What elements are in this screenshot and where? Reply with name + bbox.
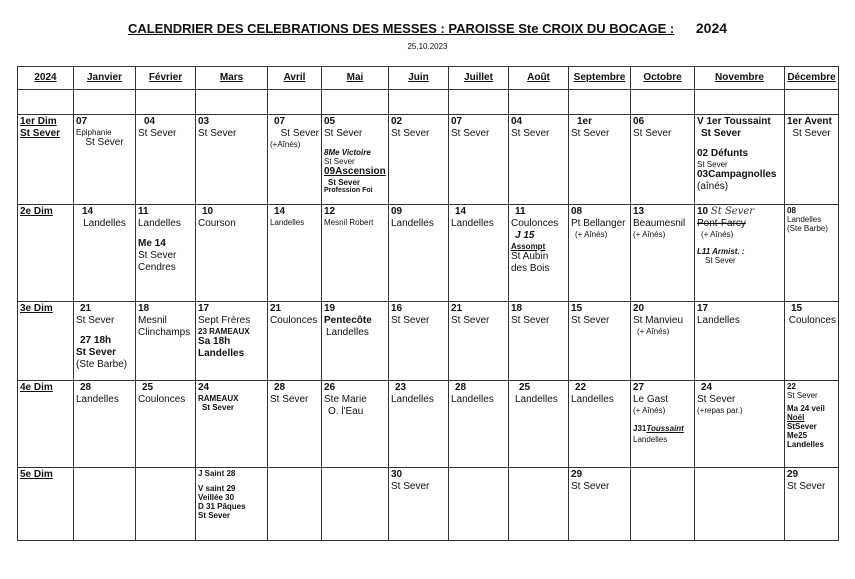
cell-mai <box>322 302 389 381</box>
cell-octobre <box>631 468 695 541</box>
cell-text: (+ Aînés) <box>633 230 666 239</box>
cell-text: L11 Armist. : <box>697 247 745 256</box>
cell-text: V saint 29 <box>198 484 236 493</box>
cell-decembre <box>785 115 839 205</box>
cell-mars <box>196 381 268 468</box>
cell-text: Sept Frères <box>198 315 251 326</box>
cell-text: St Sever <box>85 137 124 148</box>
cell-text: 1er Avent <box>787 116 832 127</box>
cell-juillet <box>449 205 509 302</box>
cell-text: 28 <box>80 382 92 393</box>
row-label <box>18 468 74 541</box>
cell-text: St Sever <box>198 511 231 520</box>
cell-avril <box>268 205 322 302</box>
cell-text: Landelles <box>787 215 822 224</box>
cell-mars <box>196 115 268 205</box>
cell-decembre <box>785 381 839 468</box>
cell-juin <box>389 381 449 468</box>
col-header: Octobre <box>631 67 695 90</box>
cell-octobre <box>631 381 695 468</box>
cell-decembre <box>785 205 839 302</box>
cell-novembre <box>695 205 785 302</box>
cell-text: Landelles <box>451 218 494 229</box>
cell-text: St Sever <box>391 315 430 326</box>
cell-text: St Sever <box>571 315 610 326</box>
cell-text: 21 <box>80 303 92 314</box>
cell-text: 4e Dim <box>20 382 53 393</box>
cell-text: 22 <box>787 382 796 391</box>
cell-text: Cendres <box>138 262 176 273</box>
cell-text: Landelles <box>270 218 305 227</box>
cell-text: Ste Marie <box>324 394 367 405</box>
cell-text: 1er Dim <box>20 116 57 127</box>
cell-text: 2e Dim <box>20 206 53 217</box>
table-row <box>18 115 839 205</box>
cell-text: St Sever <box>202 403 235 412</box>
cell-aout <box>509 381 569 468</box>
cell-text: (Ste Barbe) <box>787 224 828 233</box>
cell-text: StSever <box>787 422 817 431</box>
cell-text: St Sever <box>697 394 736 405</box>
col-header: Février <box>136 67 196 90</box>
cell-text: Coulonces <box>270 315 318 326</box>
cell-text: Courson <box>198 218 236 229</box>
cell-text: Mesnil <box>138 315 167 326</box>
cell-fevrier <box>136 115 196 205</box>
cell-septembre <box>569 115 631 205</box>
cell-text: 08 <box>571 206 583 217</box>
cell-text: Landelles <box>633 435 668 444</box>
cell-text: 04 <box>511 116 523 127</box>
cell-text: 03 <box>198 116 210 127</box>
mass-calendar-table <box>17 66 839 541</box>
cell-text: St Sever <box>391 481 430 492</box>
cell-avril <box>268 468 322 541</box>
cell-text: Coulonces <box>138 394 186 405</box>
cell-text: 15 <box>571 303 583 314</box>
cell-novembre <box>695 468 785 541</box>
cell-text: St Sever <box>391 128 430 139</box>
cell-text: St Sever <box>138 250 177 261</box>
cell-text: Beaumesnil <box>633 218 686 229</box>
cell-text: 29 <box>571 469 583 480</box>
col-header: Décembre <box>785 67 839 90</box>
cell-text: 10 <box>697 206 709 217</box>
cell-text: Ma 24 veil <box>787 404 825 413</box>
col-header: Septembre <box>569 67 631 90</box>
col-header: Août <box>509 67 569 90</box>
cell-text: 27 18h <box>80 335 112 346</box>
cell-text: Noël <box>787 413 805 422</box>
cell-fevrier <box>136 468 196 541</box>
cell-text: St Sever <box>198 128 237 139</box>
cell-mai <box>322 381 389 468</box>
cell-text: Sa 18h <box>198 336 231 347</box>
cell-text: St Sever <box>511 128 550 139</box>
col-header: Mai <box>322 67 389 90</box>
cell-text: 23 RAMEAUX <box>198 327 250 336</box>
cell-aout <box>509 115 569 205</box>
cell-text: 17 <box>697 303 709 314</box>
cell-mars <box>196 468 268 541</box>
cell-text: St Sever <box>571 128 610 139</box>
cell-text: J31 <box>633 424 647 433</box>
table-row <box>18 468 839 541</box>
cell-juillet <box>449 381 509 468</box>
cell-septembre <box>569 468 631 541</box>
cell-text: V 1er Toussaint <box>697 116 771 127</box>
cell-text: Me 14 <box>138 238 166 249</box>
cell-text: Pt Bellanger <box>571 218 626 229</box>
cell-text: St Manvieu <box>633 315 684 326</box>
cell-text: 13 <box>633 206 645 217</box>
cell-text: (+repas par.) <box>697 406 743 415</box>
cell-text: St Sever <box>138 128 177 139</box>
cell-text: 06 <box>633 116 645 127</box>
cell-text: 07 <box>76 116 88 127</box>
cell-text: 02 <box>391 116 403 127</box>
cell-text: St Sever <box>787 481 826 492</box>
cell-text: 30 <box>391 469 403 480</box>
cell-text: D 31 Pâques <box>198 502 246 511</box>
cell-text: J 15 <box>515 230 535 241</box>
cell-text: Toussaint <box>646 424 684 433</box>
title-text: CALENDRIER DES CELEBRATIONS DES MESSES : PAROISSE Ste CROIX DU BOCAGE : <box>127 21 675 36</box>
row-label <box>18 115 74 205</box>
cell-text: 19 <box>324 303 336 314</box>
cell-janvier <box>74 468 136 541</box>
cell-mars <box>196 302 268 381</box>
cell-septembre <box>569 302 631 381</box>
cell-text: 27 <box>633 382 645 393</box>
cell-text: St Aubin <box>511 251 549 262</box>
cell-decembre <box>785 468 839 541</box>
cell-text: St Sever <box>76 347 117 358</box>
cell-juin <box>389 115 449 205</box>
cell-text: 28 <box>455 382 467 393</box>
col-header: Juin <box>389 67 449 90</box>
cell-text: (+ Aînés) <box>701 230 734 239</box>
cell-juin <box>389 205 449 302</box>
cell-text: 16 <box>391 303 403 314</box>
cell-septembre <box>569 381 631 468</box>
cell-text: 07 <box>451 116 463 127</box>
row-label <box>18 302 74 381</box>
cell-text: Me25 <box>787 431 808 440</box>
cell-novembre <box>695 302 785 381</box>
cell-text: Coulonces <box>511 218 559 229</box>
cell-text: 05 <box>324 116 336 127</box>
cell-text: 25 <box>142 382 154 393</box>
cell-text: Epiphanie <box>76 128 112 137</box>
cell-text: 5e Dim <box>20 469 53 480</box>
cell-janvier <box>74 381 136 468</box>
table-row <box>18 205 839 302</box>
col-header: Janvier <box>74 67 136 90</box>
cell-text: 18 <box>138 303 150 314</box>
cell-text: St Sever <box>697 160 728 169</box>
cell-text: St Sever <box>511 315 550 326</box>
cell-fevrier <box>136 205 196 302</box>
cell-septembre <box>569 205 631 302</box>
cell-text: 09Ascension <box>324 166 386 177</box>
cell-text: (aînés) <box>697 181 729 192</box>
col-header: Avril <box>268 67 322 90</box>
cell-juillet <box>449 468 509 541</box>
cell-text: Pentecôte <box>324 315 372 326</box>
cell-text: Landelles <box>138 218 181 229</box>
cell-aout <box>509 302 569 381</box>
cell-text: Landelles <box>391 394 434 405</box>
cell-aout <box>509 468 569 541</box>
col-header: 2024 <box>18 67 74 90</box>
cell-text: 22 <box>575 382 587 393</box>
cell-text: 15 <box>791 303 803 314</box>
cell-mai <box>322 205 389 302</box>
row-label <box>18 205 74 302</box>
cell-avril <box>268 302 322 381</box>
cell-text: Clinchamps <box>138 327 191 338</box>
cell-text: (+ Aînés) <box>633 406 666 415</box>
cell-janvier <box>74 205 136 302</box>
cell-text: 09 <box>391 206 403 217</box>
cell-text: St Sever <box>451 315 490 326</box>
cell-text: St Sever <box>280 128 319 139</box>
cell-text: Landelles <box>571 394 614 405</box>
cell-text: St Sever <box>701 128 742 139</box>
cell-text: 14 <box>82 206 94 217</box>
cell-text: 8Me Victoire <box>324 148 371 157</box>
cell-text: 28 <box>274 382 286 393</box>
cell-text: St Sever <box>324 128 363 139</box>
spacer-row <box>18 90 839 115</box>
cell-text: 12 <box>324 206 336 217</box>
title-year: 2024 <box>695 20 728 36</box>
cell-text: St Sever <box>633 128 672 139</box>
cell-text: 03Campagnolles <box>697 169 777 180</box>
cell-text: (Ste Barbe) <box>76 359 128 370</box>
cell-text: Landelles <box>515 394 558 405</box>
cell-text: St Sever <box>451 128 490 139</box>
cell-text: St Sever <box>787 391 818 400</box>
cell-text: 10 <box>202 206 214 217</box>
cell-text: St Sever <box>270 394 309 405</box>
cell-text: 18 <box>511 303 523 314</box>
cell-text: St Sever <box>571 481 610 492</box>
cell-text: 24 <box>198 382 210 393</box>
col-header: Juillet <box>449 67 509 90</box>
cell-text: (+Aînés) <box>270 140 301 149</box>
cell-aout <box>509 205 569 302</box>
cell-text: St Sever <box>76 315 115 326</box>
cell-text: des Bois <box>511 263 550 274</box>
cell-text: 24 <box>701 382 713 393</box>
row-label <box>18 381 74 468</box>
cell-mai <box>322 468 389 541</box>
cell-text: O. l'Eau <box>328 406 364 417</box>
cell-octobre <box>631 302 695 381</box>
cell-juin <box>389 302 449 381</box>
cell-text: 1er <box>577 116 593 127</box>
cell-text: Landelles <box>451 394 494 405</box>
cell-avril <box>268 115 322 205</box>
cell-text: St Sever <box>20 128 61 139</box>
cell-text: Landelles <box>83 218 126 229</box>
cell-text: Landelles <box>697 315 740 326</box>
table-row <box>18 381 839 468</box>
cell-text: 17 <box>198 303 210 314</box>
cell-text: 21 <box>270 303 282 314</box>
cell-text: Landelles <box>787 440 824 449</box>
cell-text: Landelles <box>391 218 434 229</box>
cell-janvier <box>74 115 136 205</box>
cell-text: 25 <box>519 382 531 393</box>
handwritten-correction: St Sever <box>710 206 755 217</box>
cell-text: Landelles <box>326 327 369 338</box>
cell-text: St Sever <box>328 178 361 187</box>
cell-text: St Sever <box>792 128 831 139</box>
cell-text: (+ Aînés) <box>637 327 670 336</box>
col-header: Novembre <box>695 67 785 90</box>
cell-text: 3e Dim <box>20 303 53 314</box>
cell-text: 02 Défunts <box>697 148 749 159</box>
document-date: 25.10.2023 <box>407 42 448 51</box>
cell-juillet <box>449 302 509 381</box>
cell-text: Profession Foi <box>324 187 373 194</box>
cell-juin <box>389 468 449 541</box>
cell-text: 11 <box>515 206 526 217</box>
cell-novembre <box>695 381 785 468</box>
cell-octobre <box>631 205 695 302</box>
cell-text: 20 <box>633 303 645 314</box>
cell-text: 11 <box>138 206 149 217</box>
cell-text: Coulonces <box>788 315 836 326</box>
header-row <box>18 67 839 90</box>
cell-text: 07 <box>274 116 286 127</box>
cell-text: Landelles <box>76 394 119 405</box>
cell-text: J Saint 28 <box>198 469 236 478</box>
col-header: Mars <box>196 67 268 90</box>
cell-text: Le Gast <box>633 394 669 405</box>
cell-text: RAMEAUX <box>198 394 239 403</box>
cell-text: Pont-Farcy <box>697 218 746 229</box>
cell-fevrier <box>136 302 196 381</box>
cell-text: (+ Aînés) <box>575 230 608 239</box>
cell-text: 23 <box>395 382 407 393</box>
cell-text: Landelles <box>198 348 245 359</box>
cell-text: 04 <box>144 116 156 127</box>
cell-juillet <box>449 115 509 205</box>
cell-text: Veillée 30 <box>198 493 235 502</box>
cell-decembre <box>785 302 839 381</box>
cell-janvier <box>74 302 136 381</box>
cell-novembre <box>695 115 785 205</box>
cell-text: 21 <box>451 303 463 314</box>
cell-text: St Sever <box>705 256 736 265</box>
cell-fevrier <box>136 381 196 468</box>
cell-text: St Sever <box>324 157 355 166</box>
page-title <box>0 20 855 36</box>
cell-mai <box>322 115 389 205</box>
cell-text: Assompt <box>511 242 546 251</box>
cell-text: Mesnil Robert <box>324 218 374 227</box>
table-row <box>18 302 839 381</box>
cell-text: 14 <box>455 206 467 217</box>
cell-text: 26 <box>324 382 336 393</box>
cell-text: 14 <box>274 206 286 217</box>
cell-octobre <box>631 115 695 205</box>
cell-text: 29 <box>787 469 799 480</box>
cell-text: 08 <box>787 206 796 215</box>
cell-avril <box>268 381 322 468</box>
cell-mars <box>196 205 268 302</box>
